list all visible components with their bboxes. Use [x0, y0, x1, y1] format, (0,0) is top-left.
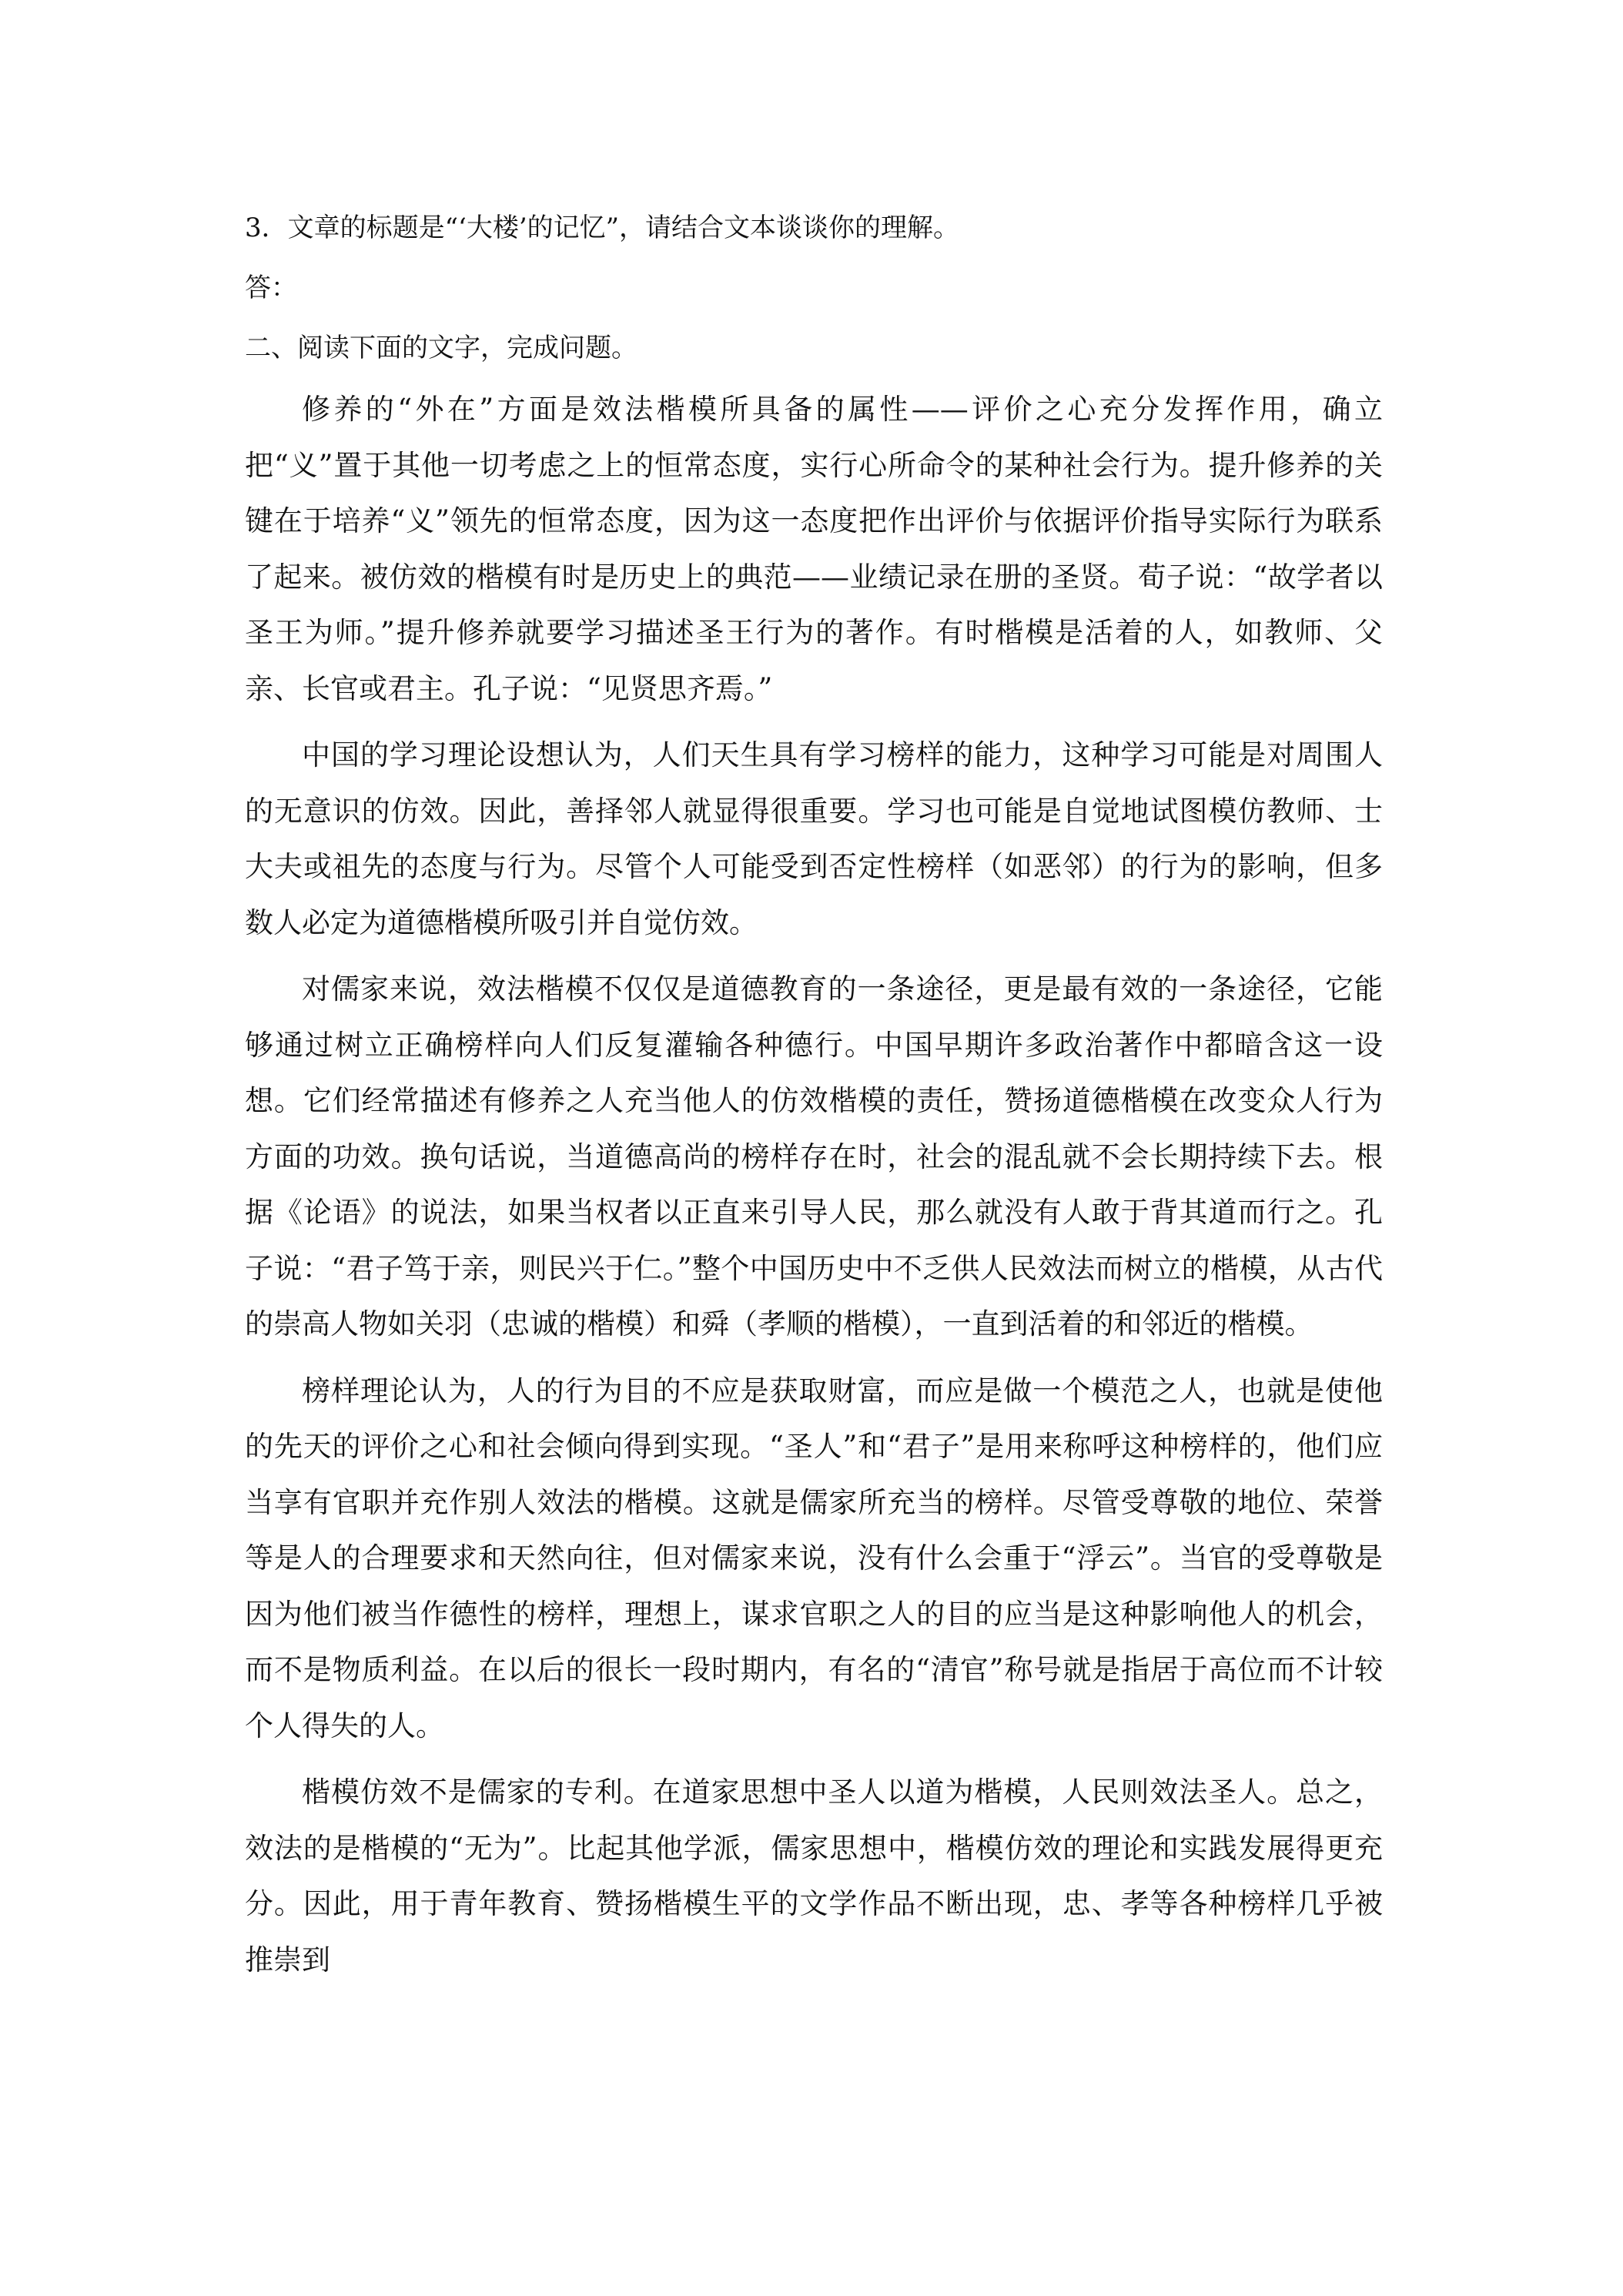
paragraph-2: 中国的学习理论设想认为，人们天生具有学习榜样的能力，这种学习可能是对周围人的无意识的仿效。因此，善择邻人就显得很重要。学习也可能是自觉地试图模仿教师、士大夫或祖先的态度与行为。尽管个人可能受到否定性榜样（如恶邻）的行为的影响，但多数人必定为道德楷模所吸引并自觉仿效。 — [245, 738, 1383, 939]
section-2-heading: 二、阅读下面的文字，完成问题。 — [245, 333, 637, 363]
document-page — [245, 202, 1383, 1999]
paragraph-3: 对儒家来说，效法楷模不仅仅是道德教育的一条途径，更是最有效的一条途径，它能够通过树立正确榜样向人们反复灌输各种德行。中国早期许多政治著作中都暗含这一设想。它们经常描述有修养之人充当他人的仿效楷模的责任，赞扬道德楷模在改变众人行为方面的功效。换句话说，当道德高尚的榜样存在时，社会的混乱就不会长期持续下去。根据《论语》的说法，如果当权者以正直来引导人民，那么就没有人敢于背其道而行之。孔子说：“君子笃于亲，则民兴于仁。”整个中国历史中不乏供人民效法而树立的楷模，从古代的崇高人物如关羽（忠诚的楷模）和舜（孝顺的楷模），一直到活着的和邻近的楷模。 — [245, 972, 1383, 1340]
answer-label: 答： — [245, 273, 297, 303]
question-3: 3．文章的标题是“‘大楼’的记忆”，请结合文本谈谈你的理解。 — [245, 213, 960, 243]
paragraph-1: 修养的“外在”方面是效法楷模所具备的属性——评价之心充分发挥作用，确立把“义”置于其他一切考虑之上的恒常态度，实行心所命令的某种社会行为。提升修养的关键在于培养“义”领先的恒常态度，因为这一态度把作出评价与依据评价指导实际行为联系了起来。被仿效的楷模有时是历史上的典范——业绩记录在册的圣贤。荀子说：“故学者以圣王为师。”提升修养就要学习描述圣王行为的著作。有时楷模是活着的人，如教师、父亲、长官或君主。孔子说：“见贤思齐焉。” — [245, 393, 1383, 705]
paragraph-4: 榜样理论认为，人的行为目的不应是获取财富，而应是做一个模范之人，也就是使他的先天的评价之心和社会倾向得到实现。“圣人”和“君子”是用来称呼这种榜样的，他们应当享有官职并充作别人效法的楷模。这就是儒家所充当的榜样。尽管受尊敬的地位、荣誉等是人的合理要求和天然向往，但对儒家来说，没有什么会重于“浮云”。当官的受尊敬是因为他们被当作德性的榜样，理想上，谋求官职之人的目的应当是这种影响他人的机会，而不是物质利益。在以后的很长一段时期内，有名的“清官”称号就是指居于高位而不计较个人得失的人。 — [245, 1374, 1383, 1742]
paragraph-5: 楷模仿效不是儒家的专利。在道家思想中圣人以道为楷模，人民则效法圣人。总之，效法的是楷模的“无为”。比起其他学派，儒家思想中，楷模仿效的理论和实践发展得更充分。因此，用于青年教育、赞扬楷模生平的文学作品不断出现，忠、孝等各种榜样几乎被推崇到 — [245, 1776, 1383, 1976]
